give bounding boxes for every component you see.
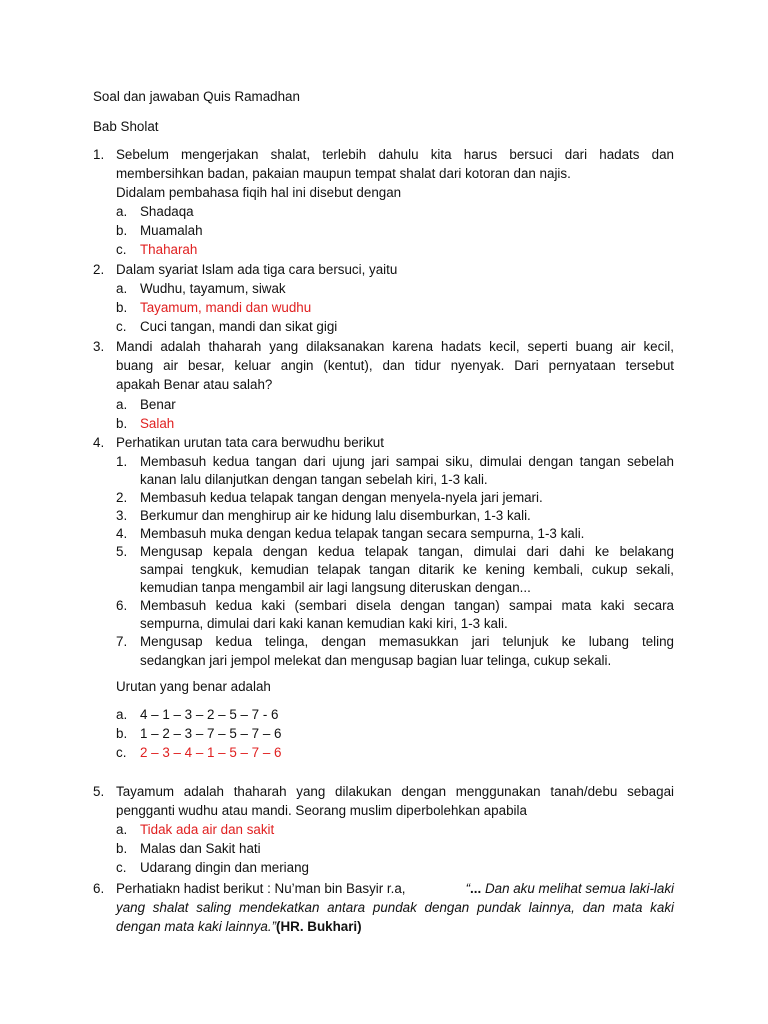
option-text: Muamalah: [140, 223, 203, 238]
option-letter: c.: [116, 745, 127, 760]
q3-text-2: buang air besar, keluar angin (kentut), dan tidur nyenyak. Dari pernyataan tersebut: [116, 358, 674, 373]
step-number: 3.: [116, 508, 128, 523]
section-heading: Bab Sholat: [93, 119, 159, 134]
step-number: 7.: [116, 634, 128, 649]
option-text: 4 – 1 – 3 – 2 – 5 – 7 - 6: [140, 707, 279, 722]
q6-text-3: [116, 918, 362, 936]
step-text: Membasuh kedua tangan dari ujung jari sampai siku, dimulai dengan tangan sebelah: [140, 454, 674, 469]
step-text: sedangkan jari jempol melekat dan mengusap bagian luar telinga, cukup sekali.: [140, 653, 612, 668]
option-letter: a.: [116, 397, 128, 412]
option-text: Shadaqa: [140, 204, 194, 219]
step-text: Berkumur dan menghirup air ke hidung lalu disemburkan, 1-3 kali.: [140, 508, 531, 523]
correct-answer: Thaharah: [140, 242, 198, 257]
step-number: 2.: [116, 490, 128, 505]
option-letter: c.: [116, 860, 127, 875]
option-text: Malas dan Sakit hati: [140, 841, 261, 856]
option-letter: b.: [116, 841, 128, 856]
q6-quote-start: [466, 880, 674, 898]
step-text: Mengusap kepala dengan kedua telapak tangan, dimulai dari dahi ke belakang: [140, 544, 674, 559]
q3-text-3: apakah Benar atau salah?: [116, 377, 273, 392]
hadith-source: (HR. Bukhari): [276, 919, 362, 934]
step-text: Membasuh kedua kaki (sembari disela dengan tangan) sampai mata kaki secara: [140, 598, 674, 613]
step-text: sampai tengkuk, kemudian telapak tangan ditarik ke kening kembali, cukup sekali,: [140, 562, 674, 577]
q5-text-1: Tayamum adalah thaharah yang dilakukan dengan menggunakan tanah/debu sebagai: [116, 784, 674, 799]
option-letter: b.: [116, 300, 128, 315]
step-text: Membasuh kedua telapak tangan dengan menyela-nyela jari jemari.: [140, 490, 543, 505]
q1-text-3: Didalam pembahasa fiqih hal ini disebut dengan: [116, 185, 402, 200]
step-number: 1.: [116, 454, 128, 469]
step-text: Mengusap kedua telinga, dengan memasukkan jari telunjuk ke lubang teling: [140, 634, 674, 649]
q1-text-1: Sebelum mengerjakan shalat, terlebih dahulu kita harus bersuci dari hadats dan: [116, 147, 674, 162]
step-number: 4.: [116, 526, 128, 541]
option-text: Benar: [140, 397, 176, 412]
q4-number: 4.: [93, 435, 105, 450]
quote-line-3: dengan mata kaki lainnya.”: [116, 919, 277, 934]
option-letter: b.: [116, 726, 128, 741]
quote-open: “: [465, 881, 471, 896]
step-number: 6.: [116, 598, 128, 613]
step-text: kemudian tanpa mengambil air lagi langsung diteruskan dengan...: [140, 580, 531, 595]
q1-number: 1.: [93, 147, 105, 162]
doc-title: Soal dan jawaban Quis Ramadhan: [93, 89, 300, 104]
step-text: Membasuh muka dengan kedua telapak tangan secara sempurna, 1-3 kali.: [140, 526, 585, 541]
step-text: sempurna, dimulai dari kaki kanan kemudian kaki kiri, 1-3 kali.: [140, 616, 508, 631]
quote-dots: ...: [470, 881, 482, 896]
step-text: kanan lalu dilanjutkan dengan tangan sebelah kiri, 1-3 kali.: [140, 472, 488, 487]
option-letter: a.: [116, 281, 128, 296]
q6-intro: Perhatiakn hadist berikut : Nu’man bin Basyir r.a,: [116, 881, 406, 896]
q2-number: 2.: [93, 262, 105, 277]
option-letter: c.: [116, 242, 127, 257]
q1-text-2: membersihkan badan, pakaian maupun tempat shalat dari kotoran dan najis.: [116, 166, 571, 181]
option-letter: a.: [116, 822, 128, 837]
option-text: Wudhu, tayamum, siwak: [140, 281, 286, 296]
q3-number: 3.: [93, 339, 105, 354]
correct-answer: 2 – 3 – 4 – 1 – 5 – 7 – 6: [140, 745, 282, 760]
option-letter: a.: [116, 204, 128, 219]
correct-answer: Salah: [140, 416, 175, 431]
option-letter: b.: [116, 223, 128, 238]
option-letter: b.: [116, 416, 128, 431]
q2-text-1: Dalam syariat Islam ada tiga cara bersuci, yaitu: [116, 262, 398, 277]
correct-answer: Tidak ada air dan sakit: [140, 822, 275, 837]
q6-number: 6.: [93, 881, 105, 896]
q5-text-2: pengganti wudhu atau mandi. Seorang muslim diperbolehkan apabila: [116, 803, 527, 818]
quote-line-1: Dan aku melihat semua laki-laki: [484, 881, 674, 896]
option-text: Udarang dingin dan meriang: [140, 860, 309, 875]
q4-text-1: Perhatikan urutan tata cara berwudhu berikut: [116, 435, 384, 450]
q5-number: 5.: [93, 784, 105, 799]
option-letter: c.: [116, 319, 127, 334]
option-letter: a.: [116, 707, 128, 722]
quote-line-2: yang shalat saling mendekatkan antara pundak dengan pundak lainnya, dan mata kaki: [116, 900, 674, 915]
option-text: Cuci tangan, mandi dan sikat gigi: [140, 319, 338, 334]
q4-prompt: Urutan yang benar adalah: [116, 679, 271, 694]
correct-answer: Tayamum, mandi dan wudhu: [140, 300, 312, 315]
q6-text-1: [116, 880, 674, 898]
q3-text-1: Mandi adalah thaharah yang dilaksanakan karena hadats kecil, seperti buang air kecil,: [116, 339, 674, 354]
step-number: 5.: [116, 544, 128, 559]
option-text: 1 – 2 – 3 – 7 – 5 – 7 – 6: [140, 726, 282, 741]
